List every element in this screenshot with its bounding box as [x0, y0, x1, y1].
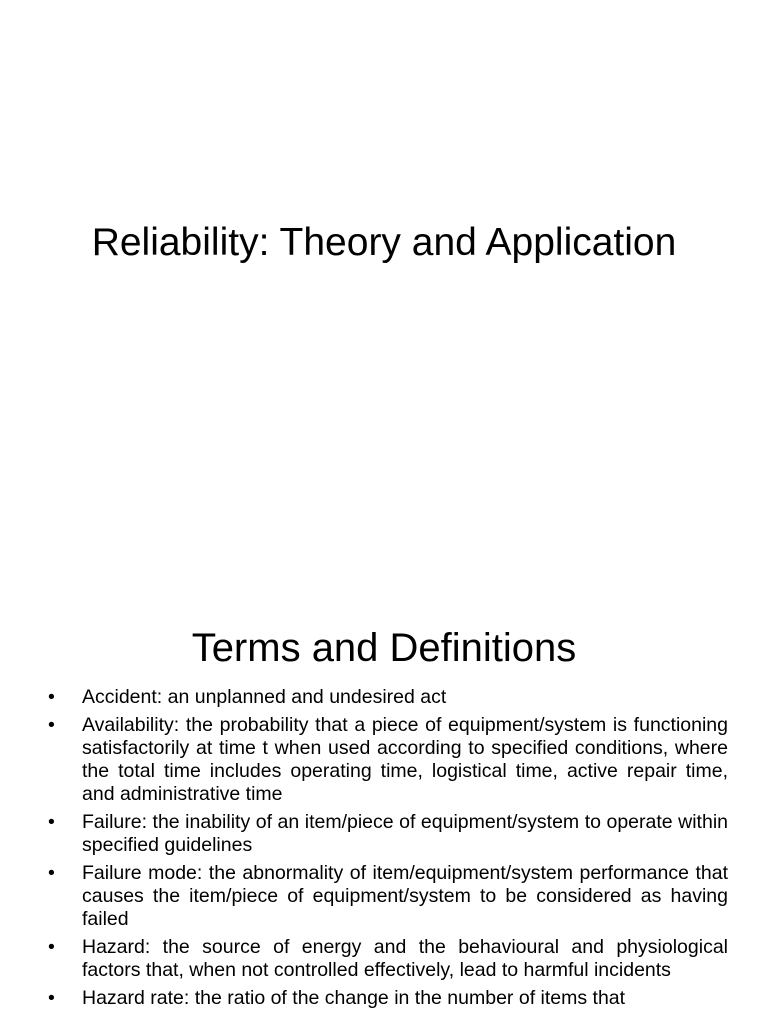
definitions-list: [30, 686, 728, 1015]
definition-item: [30, 936, 728, 982]
slide-title: Reliability: Theory and Application: [91, 221, 677, 264]
section-title: Terms and Definitions: [191, 626, 577, 670]
definition-text: Failure: the inability of an item/piece of equipment/system to operate within specified guidelines: [82, 811, 728, 856]
definition-item: [30, 811, 728, 857]
definition-item: [30, 714, 728, 806]
definition-item: [30, 987, 728, 1010]
bullet-icon: •: [48, 714, 55, 736]
bullet-icon: •: [48, 987, 55, 1009]
definition-text: Accident: an unplanned and undesired act: [82, 686, 447, 708]
definition-text: Hazard: the source of energy and the behavioural and physiological factors that, when not controlled effectively, lead to harmful incidents: [82, 936, 728, 981]
definition-text: Hazard rate: the ratio of the change in the number of items that: [82, 987, 626, 1009]
bullet-icon: •: [48, 862, 55, 884]
definition-item: [30, 686, 728, 709]
bullet-icon: •: [48, 686, 55, 708]
bullet-icon: •: [48, 811, 55, 833]
definition-text: Failure mode: the abnormality of item/equipment/system performance that causes the item/piece of equipment/system to be considered as having failed: [82, 862, 728, 930]
definition-text: Availability: the probability that a piece of equipment/system is functioning satisfactorily at time t when used according to specified conditions, where the total time includes operating time, logistical time, active repair time, and administrative time: [82, 714, 728, 805]
bullet-icon: •: [48, 936, 55, 958]
definition-item: [30, 862, 728, 931]
